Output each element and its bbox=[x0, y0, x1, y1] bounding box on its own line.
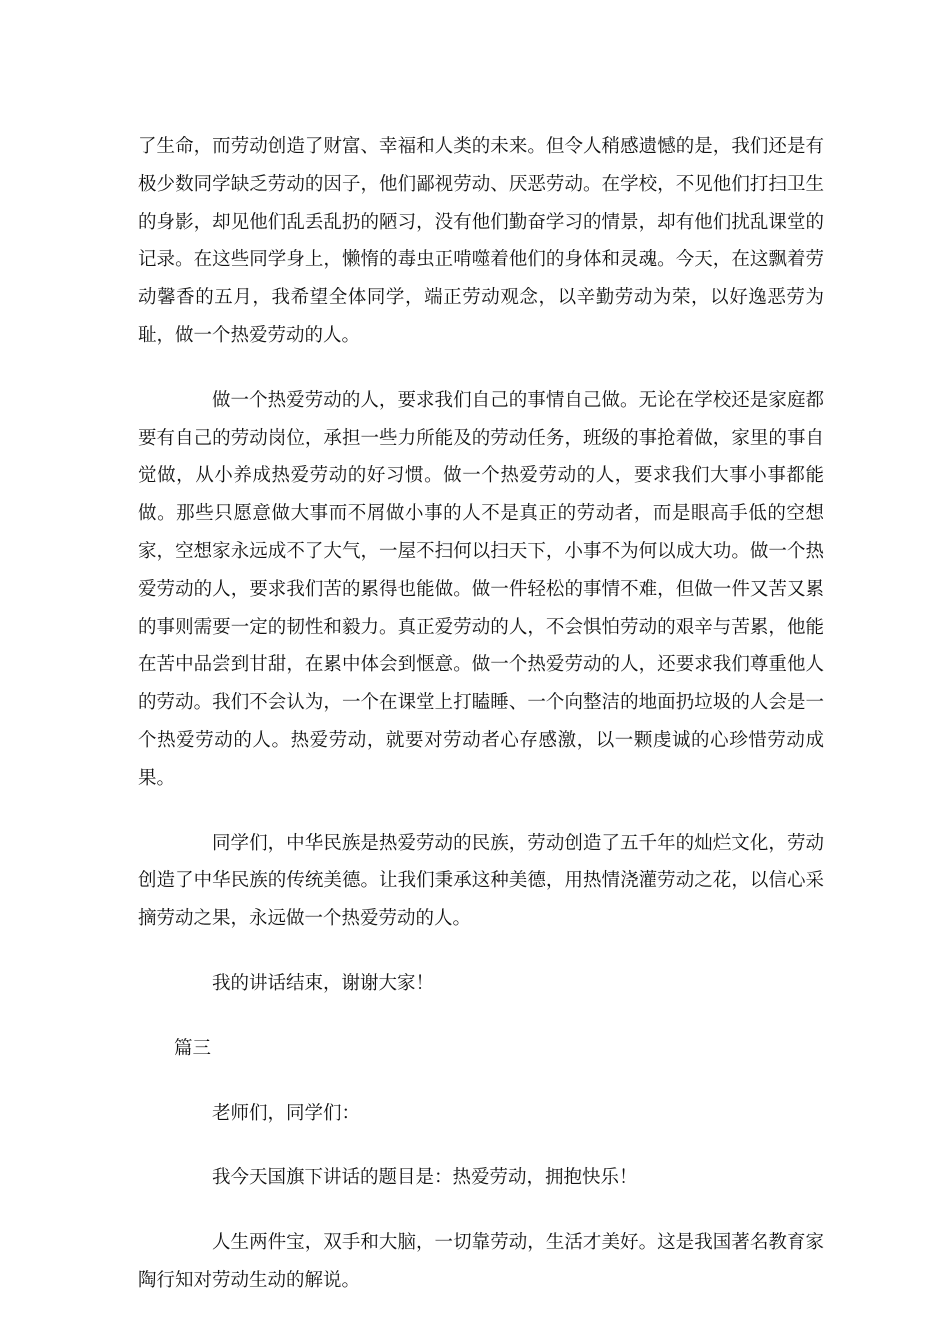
paragraph-intro: 人生两件宝，双手和大脑，一切靠劳动，生活才美好。这是我国著名教育家陶行知对劳动生动的解说。 bbox=[138, 1232, 824, 1291]
paragraph-3: 同学们，中华民族是热爱劳动的民族，劳动创造了五千年的灿烂文化，劳动创造了中华民族的传统美德。让我们秉承这种美德，用热情浇灌劳动之花，以信心采摘劳动之果，永远做一个热爱劳动的人。 bbox=[138, 832, 824, 930]
paragraph-2: 做一个热爱劳动的人，要求我们自己的事情自己做。无论在学校还是家庭都要有自己的劳动岗位，承担一些力所能及的劳动任务，班级的事抢着做，家里的事自觉做，从小养成热爱劳动的好习惯。做一个热爱劳动的人，要求我们大事小事都能做。那些只愿意做大事而不屑做小事的人不是真正的劳动者，而是眼高手低的空想家，空想家永远成不了大气，一屋不扫何以扫天下，小事不为何以成大功。做一个热爱劳动的人，要求我们苦的累得也能做。做一件轻松的事情不难，但做一件又苦又累的事则需要一定的韧性和毅力。真正爱劳动的人，不会惧怕劳动的艰辛与苦累，他能在苦中品尝到甘甜，在累中体会到惬意。做一个热爱劳动的人，还要求我们尊重他人的劳动。我们不会认为，一个在课堂上打瞌睡、一个向整洁的地面扔垃圾的人会是一个热爱劳动的人。热爱劳动，就要对劳动者心存感激，以一颗虔诚的心珍惜劳动成果。 bbox=[138, 389, 824, 789]
paragraph-topic: 我今天国旗下讲话的题目是：热爱劳动，拥抱快乐！ bbox=[212, 1167, 638, 1189]
paragraph-salutation: 老师们，同学们： bbox=[212, 1102, 361, 1124]
section-heading: 篇三 bbox=[174, 1037, 212, 1059]
paragraph-1: 了生命，而劳动创造了财富、幸福和人类的未来。但令人稍感遗憾的是，我们还是有极少数同学缺乏劳动的因子，他们鄙视劳动、厌恶劳动。在学校，不见他们打扫卫生的身影，却见他们乱丢乱扔的陋习，没有他们勤奋学习的情景，却有他们扰乱课堂的记录。在这些同学身上，懒惰的毒虫正啃噬着他们的身体和灵魂。今天，在这飘着劳动馨香的五月，我希望全体同学，端正劳动观念，以辛勤劳动为荣，以好逸恶劳为耻，做一个热爱劳动的人。 bbox=[138, 136, 824, 346]
document-body bbox=[138, 128, 824, 1300]
paragraph-closing: 我的讲话结束，谢谢大家！ bbox=[212, 972, 435, 994]
